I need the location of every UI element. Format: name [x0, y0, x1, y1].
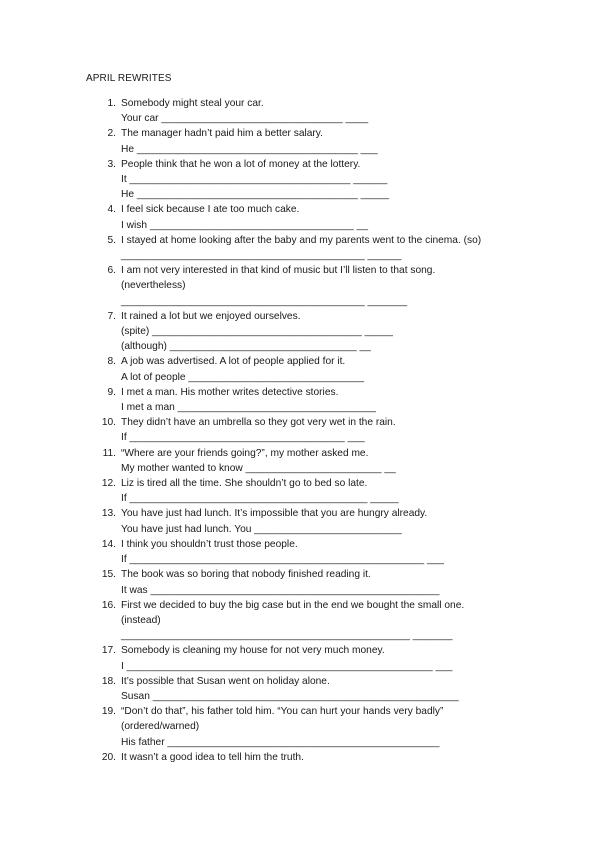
exercise-number: 10.	[101, 417, 116, 429]
exercise-item	[0, 96, 600, 126]
exercise-answer-line: (nevertheless)	[121, 280, 186, 292]
exercise-answer-line: It _______________________________________ ______	[121, 174, 388, 186]
exercise-number: 7.	[107, 310, 116, 322]
exercise-prompt: “Don’t do that”, his father told him. “You can hurt your hands very badly”	[121, 706, 444, 718]
exercise-answer-line: ___________________________________________ ______	[121, 250, 402, 262]
exercise-answer-line: If ____________________________________________________ ___	[121, 554, 444, 566]
exercise-item	[0, 126, 600, 156]
exercise-prompt: They didn’t have an umbrella so they got very wet in the rain.	[121, 417, 396, 429]
exercise-number: 15.	[101, 569, 116, 581]
exercise-prompt: It’s possible that Susan went on holiday alone.	[121, 675, 330, 687]
exercise-answer-line: I ______________________________________________________ ___	[121, 660, 453, 672]
exercise-item	[0, 537, 600, 567]
exercise-number: 3.	[107, 158, 116, 170]
exercise-answer-line: His father ________________________________________________	[121, 736, 440, 748]
exercise-item	[0, 476, 600, 506]
exercise-answer-line: (although) _________________________________ __	[121, 341, 371, 353]
exercise-number: 20.	[101, 751, 116, 763]
exercise-number: 18.	[101, 675, 116, 687]
exercise-prompt: I stayed at home looking after the baby and my parents went to the cinema. (so)	[121, 234, 482, 246]
exercise-item	[0, 446, 600, 476]
exercise-item	[0, 415, 600, 445]
exercise-number: 2.	[107, 128, 116, 140]
exercise-prompt: First we decided to buy the big case but in the end we bought the small one.	[121, 599, 465, 611]
exercise-number: 17.	[101, 645, 116, 657]
exercise-answer-line: (spite) _____________________________________ _____	[121, 326, 393, 338]
exercise-answer-line: If ______________________________________ ___	[121, 432, 365, 444]
exercise-number: 8.	[107, 356, 116, 368]
exercise-prompt: I feel sick because I ate too much cake.	[121, 204, 300, 216]
exercise-prompt: It wasn’t a good idea to tell him the truth.	[121, 751, 304, 763]
exercise-answer-line: A lot of people _______________________________	[121, 371, 365, 383]
exercise-prompt: I am not very interested in that kind of music but I’ll listen to that song.	[121, 265, 436, 277]
exercise-item	[0, 354, 600, 384]
exercise-number: 5.	[107, 234, 116, 246]
exercise-number: 4.	[107, 204, 116, 216]
exercise-item	[0, 233, 600, 263]
page-title: APRIL REWRITES	[86, 73, 172, 84]
exercise-item	[0, 643, 600, 673]
exercise-item	[0, 263, 600, 309]
exercise-number: 19.	[101, 706, 116, 718]
exercise-answer-line: He _______________________________________ ___	[121, 143, 378, 155]
exercise-prompt: I think you shouldn’t trust those people.	[121, 538, 298, 550]
exercise-prompt: The book was so boring that nobody finished reading it.	[121, 569, 371, 581]
exercise-answer-line: I met a man ___________________________________	[121, 402, 376, 414]
exercise-number: 6.	[107, 265, 116, 277]
exercise-answer-line: He _______________________________________ _____	[121, 189, 389, 201]
exercise-item	[0, 202, 600, 232]
exercise-item	[0, 598, 600, 644]
exercise-number: 13.	[101, 508, 116, 520]
exercise-answer-line: If __________________________________________ _____	[121, 493, 399, 505]
exercise-number: 11.	[102, 447, 116, 459]
exercise-answer-line: Your car ________________________________ ____	[121, 113, 369, 125]
exercise-item	[0, 506, 600, 536]
exercise-answer-line: You have just had lunch. You __________________________	[121, 523, 402, 535]
exercise-prompt: Somebody might steal your car.	[121, 98, 264, 109]
exercise-item	[0, 704, 600, 750]
exercise-number: 9.	[107, 386, 116, 398]
exercise-answer-line: ___________________________________________________ _______	[121, 630, 453, 642]
exercise-item	[0, 157, 600, 203]
exercise-answer-line: (ordered/warned)	[121, 721, 200, 733]
exercise-answer-line: (instead)	[121, 614, 161, 626]
exercise-answer-line: My mother wanted to know ________________________ __	[121, 462, 396, 474]
exercise-number: 12.	[101, 478, 116, 490]
exercise-item	[0, 567, 600, 597]
exercise-answer-line: I wish ____________________________________ __	[121, 219, 369, 231]
exercise-answer-line: Susan ______________________________________________________	[121, 690, 459, 702]
exercise-item	[0, 385, 600, 415]
exercise-list	[0, 96, 600, 765]
exercise-item	[0, 309, 600, 355]
exercise-prompt: I met a man. His mother writes detective stories.	[121, 386, 339, 398]
exercise-number: 14.	[101, 538, 116, 550]
exercise-number: 16.	[101, 599, 116, 611]
exercise-prompt: Liz is tired all the time. She shouldn’t go to bed so late.	[121, 478, 368, 490]
exercise-prompt: It rained a lot but we enjoyed ourselves.	[121, 310, 301, 322]
exercise-prompt: The manager hadn’t paid him a better salary.	[121, 128, 323, 140]
exercise-answer-line: ___________________________________________ _______	[121, 295, 408, 307]
exercise-prompt: You have just had lunch. It’s impossible that you are hungry already.	[121, 508, 428, 520]
exercise-prompt: “Where are your friends going?”, my mother asked me.	[121, 447, 369, 459]
exercise-prompt: People think that he won a lot of money at the lottery.	[121, 158, 361, 170]
exercise-prompt: Somebody is cleaning my house for not very much money.	[121, 645, 385, 657]
exercise-answer-line: It was ___________________________________________________	[121, 584, 440, 596]
exercise-item	[0, 750, 600, 765]
exercise-item	[0, 674, 600, 704]
exercise-prompt: A job was advertised. A lot of people applied for it.	[121, 356, 346, 368]
exercise-number: 1.	[107, 98, 116, 109]
